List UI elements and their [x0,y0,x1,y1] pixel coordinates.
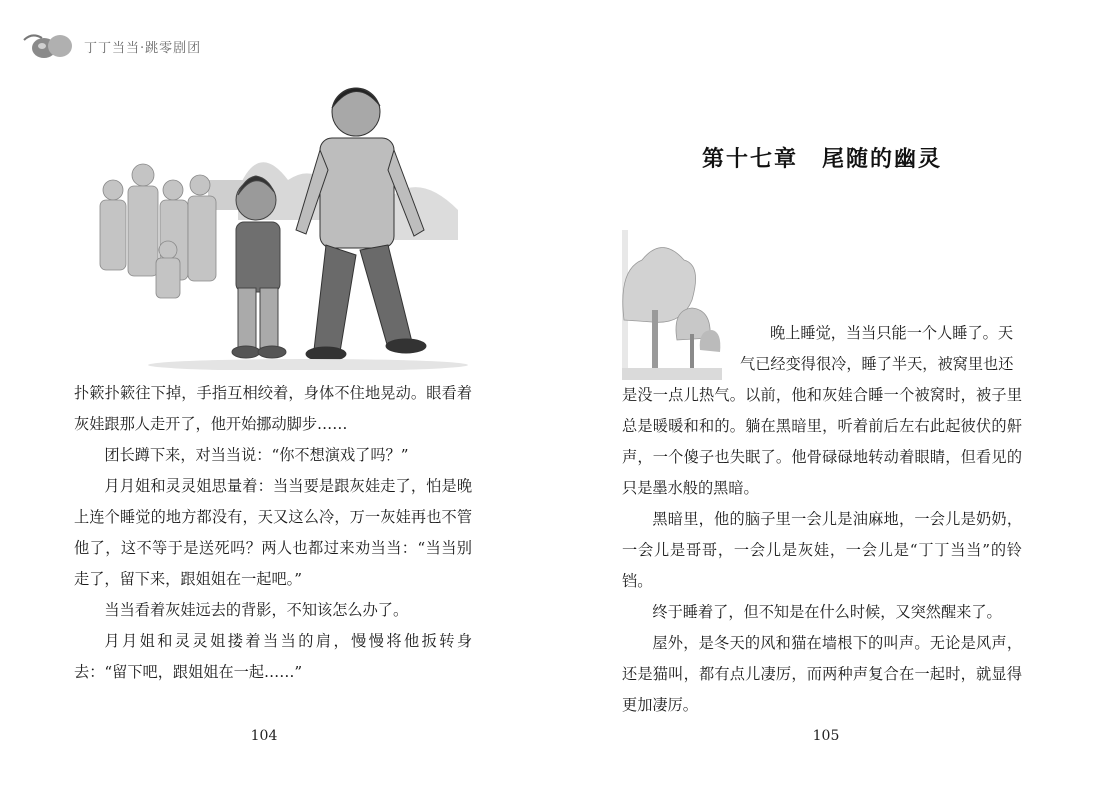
series-title: 丁丁当当·跳零剧团 [84,40,202,56]
left-body-text [74,378,472,688]
chapter-title [548,142,1096,173]
wrapped-line: 晚上睡觉，当当只能一个人睡了。天 [770,324,1013,342]
page-number: 105 [812,728,840,744]
paragraph: 扑簌扑簌往下掉，手指互相绞着，身体不住地晃动。眼看着灰娃跟那人走开了，他开始挪动脚步…… [74,384,472,433]
series-header [22,30,201,62]
page-number: 104 [250,728,278,744]
wrapped-line: 气已经变得很冷，睡了半天，被窝里也还 [740,355,1014,373]
paragraph: 屋外，是冬天的风和猫在墙根下的叫声。无论是风声，还是猫叫，都有点儿凄厉，而两种声复合在一起时，就显得更加凄厉。 [622,634,1022,714]
paragraph: 当当看着灰娃远去的背影，不知该怎么办了。 [104,601,409,619]
paragraph: 是没一点儿热气。以前，他和灰娃合睡一个被窝时，被子里总是暖暖和和的。躺在黑暗里，听着前后左右此起彼伏的鼾声，一个傻子也失眠了。他骨碌碌地转动着眼睛，但看见的只是墨水般的黑暗。 [622,386,1022,497]
illustration-trees [622,230,722,380]
right-page [548,0,1096,786]
illustration-boy-and-man [88,80,468,370]
paragraph: 月月姐和灵灵姐搂着当当的肩，慢慢将他扳转身去：“留下吧，跟姐姐在一起……” [74,632,472,681]
chapter-name: 尾随的幽灵 [822,146,943,172]
paragraph: 终于睡着了，但不知是在什么时候，又突然醒来了。 [652,603,1002,621]
right-body-text [622,380,1022,721]
paragraph: 团长蹲下来，对当当说：“你不想演戏了吗？” [104,446,409,464]
paragraph: 月月姐和灵灵姐思量着：当当要是跟灰娃走了，怕是晚上连个睡觉的地方都没有，天又这么冷，万一灰娃再也不管他了，这不等于是送死吗？两人也都过来劝当当：“当当别走了，留下来，跟姐姐在一起吧。” [74,477,472,588]
chapter-number: 第十七章 [701,146,798,172]
gourd-logo-icon [22,30,78,62]
paragraph: 黑暗里，他的脑子里一会儿是油麻地，一会儿是奶奶，一会儿是哥哥，一会儿是灰娃，一会儿是“丁丁当当”的铃铛。 [622,510,1022,590]
